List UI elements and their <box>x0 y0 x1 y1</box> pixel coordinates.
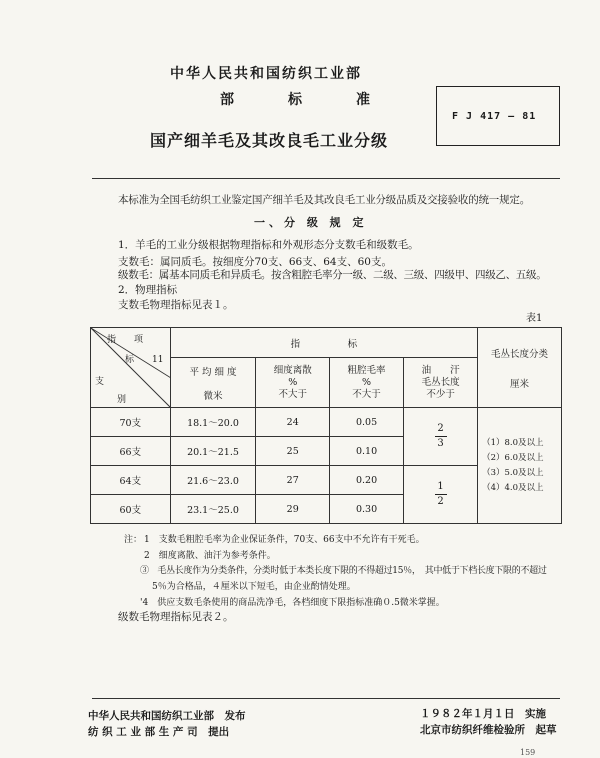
paragraph-2: 支数毛：属同质毛。按细度分70支、66支、64支、60支。 <box>118 256 392 268</box>
standard-type: 部 标 准 <box>220 92 390 108</box>
length-class-header <box>478 328 562 408</box>
note-4: '4 供应支数毛条使用的商品洗净毛，各档细度下限指标准确０.5微米掌握。 <box>140 598 445 608</box>
medulla-title: 粗腔毛率 <box>347 364 386 376</box>
cv-header <box>256 358 330 408</box>
count-cell: 64支 <box>91 466 171 495</box>
medulla-cell: 0.10 <box>330 437 404 466</box>
fineness-title: 平 均 细 度 <box>189 366 237 378</box>
grease-b-denominator: 2 <box>437 496 444 507</box>
after-notes-paragraph: 级数毛物理指标见表２。 <box>118 611 234 623</box>
footer-divider <box>92 698 560 699</box>
note-3: ③ 毛丛长度作为分类条件，分类时低于本类长度下限的不得超过15％， 其中低于下档长度下限的不超过 <box>140 566 547 576</box>
length-class-title: 毛丛长度分类 <box>491 348 549 360</box>
note-3-continued: 5％为合格品，４厘米以下短毛，由企业酌情处理。 <box>152 582 356 592</box>
cv-cell: 27 <box>256 466 330 495</box>
medulla-unit: % <box>362 376 372 388</box>
table-label: 表1 <box>526 313 543 324</box>
diag-label-bottom2: 别 <box>117 395 127 405</box>
paragraph-3: 级数毛：属基本同质毛和异质毛。按含粗腔毛率分一级、二级、三级、四级甲、四级乙、五级。 <box>118 269 547 281</box>
issuer-line: 中华人民共和国纺织工业部 发布 <box>88 710 246 722</box>
fraction-bar <box>435 436 447 437</box>
grease-header <box>404 358 478 408</box>
fineness-header <box>170 358 256 408</box>
drafter-line: 北京市纺织纤维检验所 起草 <box>420 724 557 736</box>
length-class-unit: 厘米 <box>510 378 530 390</box>
grease-limit: 不少于 <box>426 388 455 400</box>
index-group-header: 指 标 <box>170 328 477 358</box>
intro-paragraph: 本标准为全国毛纺织工业鉴定国产细羊毛及其改良毛工业分级品质及交接验收的统一规定。 <box>118 194 530 206</box>
notes-label: 注： <box>124 535 143 545</box>
fineness-cell: 20.1～21.5 <box>170 437 256 466</box>
medulla-limit: 不大于 <box>352 388 381 400</box>
cv-unit: % <box>288 376 298 388</box>
cv-title: 细度离散 <box>273 364 312 376</box>
paragraph-1: 1．羊毛的工业分级根据物理指标和外观形态分支数毛和级数毛。 <box>118 239 419 251</box>
grease-a-numerator: 2 <box>437 423 444 434</box>
fineness-cell: 23.1～25.0 <box>170 495 256 524</box>
medulla-cell: 0.20 <box>330 466 404 495</box>
ministry-heading: 中华人民共和国纺织工业部 <box>170 66 362 82</box>
physical-index-table <box>90 327 562 524</box>
grease-cell-b <box>404 466 478 524</box>
medulla-cell: 0.30 <box>330 495 404 524</box>
length-class-2: （2）6.0及以上 <box>482 452 544 463</box>
note-2: 2 细度离散、油汗为参考条件。 <box>144 551 276 561</box>
section-heading: 一、分 级 规 定 <box>254 216 368 229</box>
diag-label-bottom: 支 <box>95 377 105 387</box>
grease-fraction-b <box>435 481 447 508</box>
effective-date: １９８２年１月１日 实施 <box>420 708 546 720</box>
grease-length: 毛丛长度 <box>421 376 460 388</box>
fineness-cell: 18.1～20.0 <box>170 408 256 437</box>
medulla-header <box>330 358 404 408</box>
note-1: 1 支数毛粗腔毛率为企业保证条件，70支、66支中不允许有干死毛。 <box>144 535 425 545</box>
document-title: 国产细羊毛及其改良毛工业分级 <box>150 131 389 150</box>
cv-limit: 不大于 <box>278 388 307 400</box>
grease-b-numerator: 1 <box>437 481 444 492</box>
grease-a-denominator: 3 <box>437 438 444 449</box>
length-class-1: （1）8.0及以上 <box>482 437 544 448</box>
cv-cell: 29 <box>256 495 330 524</box>
length-classes-cell <box>478 408 562 524</box>
diag-label-mid: 标 11 <box>125 355 164 365</box>
count-cell: 66支 <box>91 437 171 466</box>
fraction-bar <box>435 494 447 495</box>
table-row <box>91 408 562 437</box>
grease-cell-a <box>404 408 478 466</box>
header-divider <box>92 178 560 179</box>
page-number: 159 <box>520 748 536 757</box>
diagonal-header-cell <box>91 328 171 408</box>
proposer-line: 纺 织 工 业 部 生 产 司 提出 <box>88 726 230 738</box>
standard-number: F J 417 — 81 <box>452 111 537 122</box>
fineness-cell: 21.6～23.0 <box>170 466 256 495</box>
length-class-3: （3）5.0及以上 <box>482 467 544 478</box>
cv-cell: 24 <box>256 408 330 437</box>
count-cell: 70支 <box>91 408 171 437</box>
diag-label-top: 指 项 <box>107 335 144 345</box>
grease-fraction-a <box>435 423 447 450</box>
paragraph-4: 2．物理指标 <box>118 284 178 296</box>
count-cell: 60支 <box>91 495 171 524</box>
medulla-cell: 0.05 <box>330 408 404 437</box>
paragraph-5: 支数毛物理指标见表１。 <box>118 299 234 311</box>
fineness-unit: 微米 <box>203 390 223 402</box>
cv-cell: 25 <box>256 437 330 466</box>
grease-title: 油 汗 <box>421 364 460 376</box>
length-class-4: （4）4.0及以上 <box>482 482 544 493</box>
